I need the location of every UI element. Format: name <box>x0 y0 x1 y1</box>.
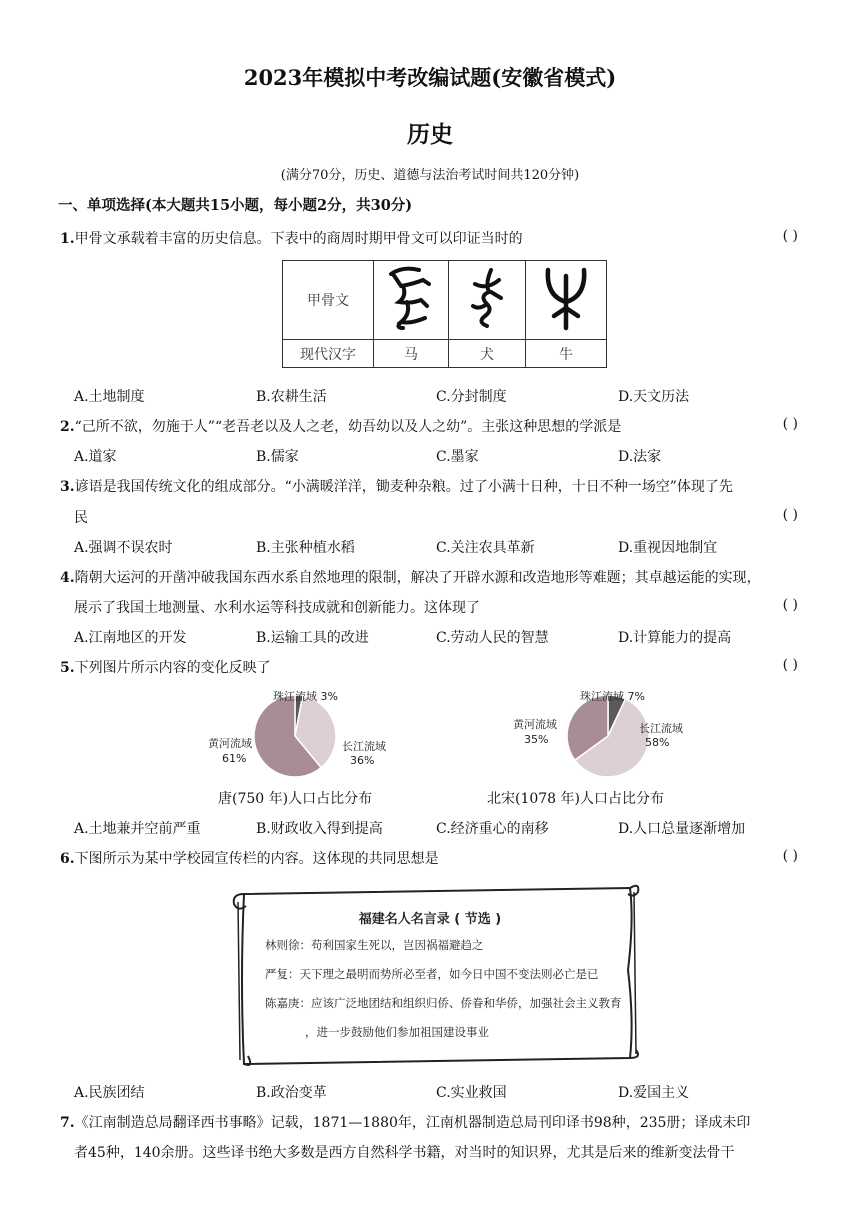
option-d[interactable]: D.重视因地制宜 <box>618 540 718 556</box>
option-b[interactable]: B.儒家 <box>256 449 299 465</box>
chart-caption-tang: 唐(750 年)人口占比分布 <box>218 791 373 807</box>
row-label-modern: 现代汉字 <box>283 340 374 368</box>
answer-blank: ( ) <box>782 228 798 244</box>
question-number: 7. <box>60 1115 75 1131</box>
option-d[interactable]: D.爱国主义 <box>618 1085 690 1101</box>
label-huanghe-value: 35% <box>524 733 549 746</box>
label-changjiang: 长江流域 <box>639 722 683 735</box>
question-2 <box>60 416 621 436</box>
q1-options <box>0 386 860 406</box>
question-text: 隋朝大运河的开凿冲破我国东西水系自然地理的限制，解决了开辟水源和改造地形等难题；其卓越运能的实现， <box>74 570 761 586</box>
question-text: 甲骨文承载着丰富的历史信息。下表中的商周时期甲骨文可以印证当时的 <box>74 231 523 247</box>
option-b[interactable]: B.政治变革 <box>256 1085 327 1101</box>
answer-blank: ( ) <box>782 416 798 432</box>
exam-note: (满分70分，历史、道德与法治考试时间共120分钟) <box>280 168 580 183</box>
oracle-glyph-horse <box>374 261 449 340</box>
question-number: 4. <box>60 570 75 586</box>
q3-options <box>0 537 860 557</box>
quote-chen-cont: ，进一步鼓励他们参加祖国建设事业 <box>305 1025 489 1039</box>
question-3-cont: 民 <box>74 510 88 526</box>
q2-options <box>0 446 860 466</box>
scroll-title: 福建名人名言录 ( 节选 ) <box>358 912 502 927</box>
question-4 <box>60 567 761 587</box>
pie-slices <box>567 695 649 777</box>
row-label-oracle: 甲骨文 <box>283 261 374 340</box>
answer-blank: ( ) <box>782 597 798 613</box>
label-changjiang-value: 58% <box>645 736 670 749</box>
option-d[interactable]: D.计算能力的提高 <box>618 630 732 646</box>
option-c[interactable]: C.经济重心的南移 <box>436 821 549 837</box>
question-number: 2. <box>60 419 75 435</box>
label-zhujiang: 珠江流域 7% <box>580 690 645 703</box>
modern-char: 犬 <box>449 340 526 368</box>
pie-chart-tang <box>195 684 395 784</box>
q5-options <box>0 818 860 838</box>
option-b[interactable]: B.主张种植水稻 <box>256 540 355 556</box>
option-d[interactable]: D.人口总量逐渐增加 <box>618 821 746 837</box>
option-a[interactable]: A.道家 <box>74 449 117 465</box>
question-1 <box>60 228 523 248</box>
section-heading: 一、单项选择(本大题共15小题，每小题2分，共30分) <box>58 197 413 214</box>
option-b[interactable]: B.运输工具的改进 <box>256 630 369 646</box>
modern-char: 牛 <box>526 340 607 368</box>
label-changjiang: 长江流域 <box>342 740 386 753</box>
label-changjiang-value: 36% <box>350 754 375 767</box>
option-d[interactable]: D.法家 <box>618 449 662 465</box>
label-huanghe: 黄河流域 <box>513 718 557 731</box>
answer-blank: ( ) <box>782 848 798 864</box>
quote-yan: 严复：天下理之最明而势所必至者，如今日中国不变法则必亡是已 <box>265 967 599 981</box>
answer-blank: ( ) <box>782 657 798 673</box>
q6-options <box>0 1082 860 1102</box>
question-text: 下图所示为某中学校园宣传栏的内容。这体现的共同思想是 <box>74 851 439 867</box>
option-a[interactable]: A.强调不误农时 <box>74 540 173 556</box>
question-7 <box>60 1112 750 1132</box>
question-text: 《江南制造总局翻译西书事略》记载，1871—1880年，江南机器制造总局刊印译书98种，235册；译成未印 <box>74 1115 751 1131</box>
oracle-bone-table <box>282 260 607 368</box>
option-c[interactable]: C.关注农具革新 <box>436 540 535 556</box>
option-c[interactable]: C.分封制度 <box>436 389 507 405</box>
chart-caption-song: 北宋(1078 年)人口占比分布 <box>487 791 665 807</box>
dog-glyph-icon <box>457 262 517 334</box>
exam-title: 2023年模拟中考改编试题(安徽省模式) <box>243 65 617 90</box>
option-c[interactable]: C.实业救国 <box>436 1085 507 1101</box>
label-zhujiang: 珠江流域 3% <box>273 690 338 703</box>
modern-char: 马 <box>374 340 449 368</box>
option-c[interactable]: C.墨家 <box>436 449 479 465</box>
quote-chen: 陈嘉庚：应该广泛地团结和组织归侨、侨眷和华侨，加强社会主义教育 <box>265 996 622 1010</box>
question-number: 3. <box>60 479 75 495</box>
option-c[interactable]: C.劳动人民的智慧 <box>436 630 549 646</box>
option-a[interactable]: A.土地兼并空前严重 <box>74 821 201 837</box>
question-text: 谚语是我国传统文化的组成部分。“小满暖洋洋，锄麦种杂粮。过了小满十日种，十日不种一场空”体现了先 <box>74 479 733 495</box>
option-a[interactable]: A.民族团结 <box>74 1085 145 1101</box>
question-text: “己所不欲，勿施于人”“老吾老以及人之老，幼吾幼以及人之幼”。主张这种思想的学派是 <box>74 419 622 435</box>
option-a[interactable]: A.土地制度 <box>74 389 145 405</box>
label-huanghe-value: 61% <box>222 752 247 765</box>
question-6 <box>60 848 439 868</box>
oracle-glyph-dog <box>449 261 526 340</box>
label-huanghe: 黄河流域 <box>208 737 252 750</box>
horse-glyph-icon <box>381 262 441 334</box>
pie-chart-song <box>508 684 708 784</box>
q4-options <box>0 627 860 647</box>
ox-glyph-icon <box>536 262 596 334</box>
question-3 <box>60 476 733 496</box>
question-text: 下列图片所示内容的变化反映了 <box>74 660 271 676</box>
question-number: 1. <box>60 231 75 247</box>
question-4-cont: 展示了我国土地测量、水利水运等科技成就和创新能力。这体现了 <box>74 600 480 616</box>
option-d[interactable]: D.天文历法 <box>618 389 690 405</box>
question-5 <box>60 657 271 677</box>
question-7-cont: 者45种，140余册。这些译书绝大多数是西方自然科学书籍，对当时的知识界，尤其是后来的维新变法骨干 <box>74 1145 735 1161</box>
quote-lin: 林则徐：苟利国家生死以，岂因祸福避趋之 <box>265 938 484 952</box>
question-number: 6. <box>60 851 75 867</box>
subject-title: 历史 <box>407 121 453 148</box>
option-b[interactable]: B.农耕生活 <box>256 389 327 405</box>
pie-slices <box>254 695 336 777</box>
option-a[interactable]: A.江南地区的开发 <box>74 630 187 646</box>
oracle-glyph-ox <box>526 261 607 340</box>
question-number: 5. <box>60 660 75 676</box>
option-b[interactable]: B.财政收入得到提高 <box>256 821 383 837</box>
answer-blank: ( ) <box>782 507 798 523</box>
